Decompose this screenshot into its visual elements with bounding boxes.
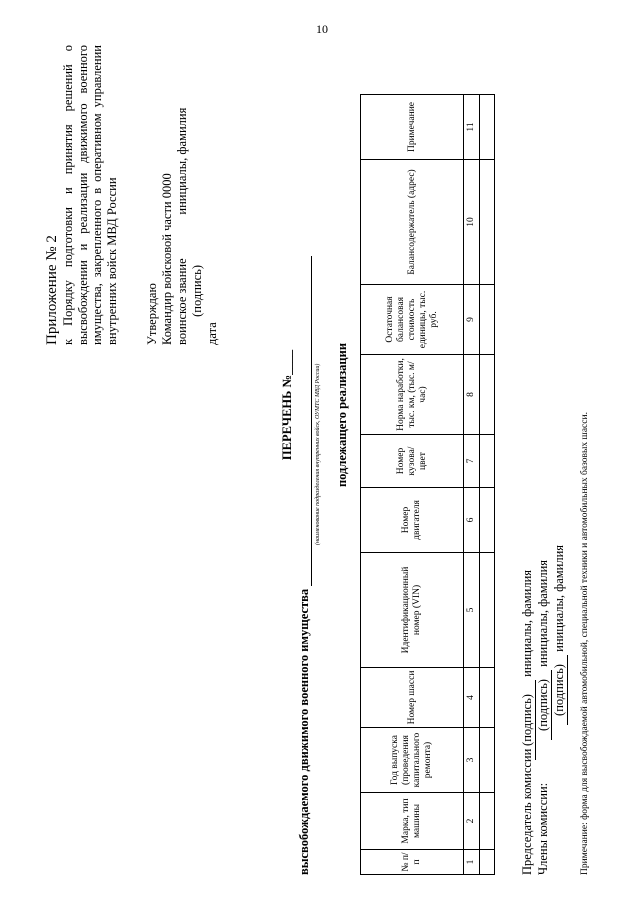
col-number: 6 [464, 488, 480, 553]
col-number: 8 [464, 355, 480, 435]
empty-cell [480, 285, 495, 355]
col-header: Балансодержатель (адрес) [361, 160, 464, 285]
approval-line: (подпись) [190, 264, 204, 345]
name-field: инициалы, фамилия [520, 569, 534, 677]
empty-cell [480, 435, 495, 488]
col-header: Номер кузова/ цвет [361, 435, 464, 488]
empty-cell [480, 95, 495, 160]
chair-label: Председатель комиссии [520, 748, 534, 875]
table-row [480, 95, 495, 875]
footnote: Примечание: форма для высвобождаемой автомобильной, специальной техники и автомобильных базовых шасси. [580, 412, 590, 875]
col-number: 3 [464, 728, 480, 793]
document-subtitle-2: подлежащего реализации [335, 342, 349, 488]
subtitle-blank-line [299, 256, 312, 586]
col-number: 10 [464, 160, 480, 285]
col-header: Номер шасси [361, 668, 464, 728]
col-number: 2 [464, 793, 480, 850]
document-subtitle [297, 55, 321, 875]
empty-cell [480, 488, 495, 553]
empty-cell [480, 355, 495, 435]
col-number: 9 [464, 285, 480, 355]
name-field: инициалы, фамилия [536, 559, 550, 667]
col-header: Марка, тип машины [361, 793, 464, 850]
col-header: Номер двигателя [361, 488, 464, 553]
approval-line: Командир войсковой части 0000 [160, 173, 174, 345]
subtitle-text: высвобождаемого движимого военного имущества [297, 588, 311, 875]
col-header: Примечание [361, 95, 464, 160]
col-number: 1 [464, 850, 480, 875]
name-field: инициалы, фамилия [552, 544, 566, 652]
annex-heading: Приложение № 2 [44, 235, 60, 345]
approval-block [145, 45, 220, 345]
members-row [552, 545, 568, 875]
page-number: 10 [316, 22, 328, 36]
approval-line: дата [205, 322, 219, 345]
empty-cell [480, 793, 495, 850]
table-row [464, 95, 480, 875]
col-header: Остаточная балансовая стоимость единицы, тыс. руб. [361, 285, 464, 355]
empty-cell [480, 668, 495, 728]
empty-cell [480, 160, 495, 285]
empty-cell [480, 728, 495, 793]
annex-body: к Порядку подготовки и принятия решений о высвобождении и реализации движимого военного имущества, закрепленного в оперативном управлении внутренних войск МВД России [61, 45, 119, 345]
col-number: 4 [464, 668, 480, 728]
members-label: Члены комиссии: [536, 782, 550, 875]
members-row [536, 545, 552, 875]
empty-cell [480, 850, 495, 875]
approval-line: Утверждаю [145, 283, 159, 345]
property-table [360, 94, 495, 875]
approval-line: воинское звание инициалы, фамилия [175, 107, 189, 345]
col-header: № п/п [361, 850, 464, 875]
col-number: 5 [464, 553, 480, 668]
subtitle-small-caption: (наименование подразделения внутренних войск, ОУМТС МВД России) [315, 363, 321, 545]
rotated-sheet [35, 45, 605, 875]
signature-field: (подпись) [520, 680, 536, 760]
signature-field: (подпись) [536, 670, 552, 740]
chair-row [520, 545, 536, 875]
empty-cell [480, 553, 495, 668]
annex-block [43, 45, 119, 345]
document-title: ПЕРЕЧЕНЬ №____ [280, 349, 294, 461]
signature-block [520, 545, 568, 875]
signature-field: (подпись) [552, 655, 568, 725]
col-header: Норма наработки, тыс. км, (тыс. м/час) [361, 355, 464, 435]
col-number: 11 [464, 95, 480, 160]
table-header-row [361, 95, 464, 875]
col-header: Год выпуска (проведения капитального ремонта) [361, 728, 464, 793]
col-header: Идентификационный номер (VIN) [361, 553, 464, 668]
col-number: 7 [464, 435, 480, 488]
